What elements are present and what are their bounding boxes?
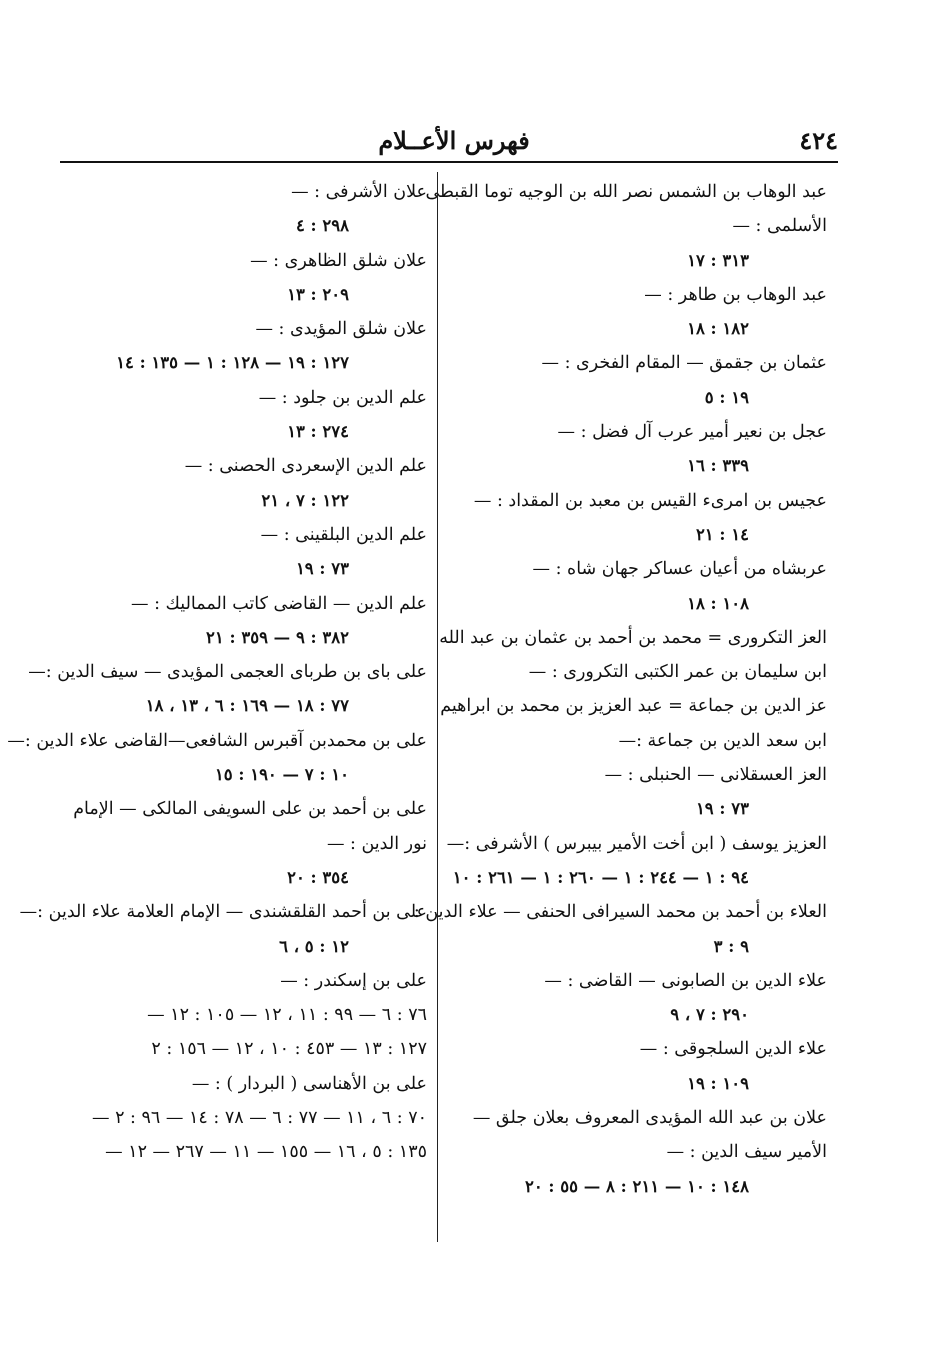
index-entry-name: عبد الوهاب بن طاهر : — [644, 284, 827, 305]
index-entry-references: ١٨٢ : ١٨ [687, 319, 749, 339]
index-entry-name: علان شلق الظاهرى : — [250, 250, 427, 271]
index-entry-references: ٢٠٩ : ١٣ [287, 284, 349, 304]
index-column-left [7, 175, 427, 1170]
index-entry-name: علم الدين — القاضى كاتب المماليك : — [131, 593, 427, 614]
index-entry-name: علم الدين بن جلود : — [258, 387, 427, 408]
index-entry-name: عبد الوهاب بن الشمس نصر الله بن الوجيه توما القبطى [425, 182, 827, 202]
index-entry-references: ٧٣ : ١٩ [695, 799, 749, 819]
index-entry-references: ٢٧٤ : ١٣ [287, 422, 349, 442]
index-entry-references: ١٢٧ : ١٩ — ١٢٨ : ١ — ١٣٥ : ١٤ [116, 353, 349, 373]
index-entry-name: علاء الدين بن الصابونى — القاضى : — [544, 970, 827, 991]
index-entry-name: علم الدين البلقينى : — [260, 524, 427, 545]
page-number: ٤٢٤ [799, 126, 838, 155]
index-entry-name: عز الدين بن جماعة = عبد العزيز بن محمد بن ابراهيم [440, 696, 827, 717]
index-entry-name: عجيس بن امرىء القيس بن معبد بن المقداد : — [473, 490, 827, 511]
index-entry-references: ١٩ : ٥ [704, 387, 749, 407]
index-entry-name: عجل بن نعير أمير عرب آل فضل : — [557, 422, 827, 443]
index-entry-references: ٣٨٢ : ٩ — ٣٥٩ : ٢١ [206, 627, 349, 647]
index-entry-name: على بن إسكندر : — [280, 970, 427, 991]
index-entry-references: ١٠٩ : ١٩ [687, 1073, 749, 1093]
index-entry-name: علم الدين الإسعردى الحصنى : — [184, 456, 427, 477]
index-entry-references: ١٢٧ : ١٣ — ٤٥٣ : ١٠ ، ١٢ — ١٥٦ : ٢ [151, 1039, 427, 1060]
index-entry-references: ٧٠ : ٦ ، ١١ — ٧٧ : ٦ — ٧٨ : ١٤ — ٩٦ : ٢ — [92, 1108, 427, 1129]
index-entry-references: ٣٥٤ : ٢٠ [287, 867, 349, 887]
index-entry-references: ٣٣٩ : ١٦ [687, 456, 749, 476]
index-entry-name: العز العسقلانى — الحنبلى : — [604, 765, 827, 786]
index-entry-name: الأمير سيف الدين : — [666, 1142, 827, 1163]
index-entry-references: ١٣٥ : ٥ ، ١٦ — ١٥٥ — ١١ — ٢٦٧ — ١٢ — [105, 1142, 427, 1163]
index-entry-name: علان بن عبد الله المؤيدى المعروف بعلان جلق — [472, 1108, 827, 1129]
index-entry-references: ١٤ : ٢١ [695, 524, 749, 544]
index-entry-references: ٢٩٨ : ٤ [295, 216, 349, 236]
index-entry-references: ٩٤ : ١ — ٢٤٤ : ١ — ٢٦٠ : ١ — ٢٦١ : ١٠ [452, 867, 749, 887]
index-entry-name: على بن محمدبن آقبرس الشافعى—القاضى علاء الدين :— [7, 730, 427, 751]
index-entry-name: علان شلق المؤيدى : — [255, 319, 427, 340]
index-column-right [413, 175, 827, 1204]
index-entry-name: العلاء بن أحمد بن محمد السيرافى الحنفى — علاء الدين : [413, 902, 827, 923]
index-entry-name: نور الدين : — [326, 833, 427, 854]
index-entry-name: العز التكرورى = محمد بن أحمد بن عثمان بن عبد الله [439, 627, 827, 648]
index-entry-references: ٩ : ٣ [713, 936, 749, 956]
index-entry-name: ابن سعد الدين بن جماعة :— [618, 730, 827, 751]
page-title: فهرس الأعــلام [378, 126, 530, 155]
index-entry-references: ١٢ : ٥ ، ٦ [279, 936, 349, 956]
index-entry-name: على بن أحمد بن على السويفى المالكى — الإمام [73, 799, 427, 820]
index-entry-references: ١٠٨ : ١٨ [687, 593, 749, 613]
index-entry-name: عربشاه من أعيان عساكر جهان شاه : — [532, 559, 827, 580]
index-entry-name: على باى بن طرباى العجمى المؤيدى — سيف الدين :— [28, 662, 427, 683]
column-divider [437, 172, 438, 1242]
index-entry-references: ٧٧ : ١٨ — ١٦٩ : ٦ ، ١٣ ، ١٨ [145, 696, 349, 716]
header-rule [60, 161, 838, 163]
index-entry-references: ٢٩٠ : ٧ ، ٩ [670, 1005, 749, 1025]
page-header [60, 120, 838, 162]
index-entry-name: علان الأشرفى : — [291, 182, 427, 202]
index-entry-name: العزيز يوسف ( ابن أخت الأمير بيبرس ) الأشرفى :— [446, 833, 827, 854]
index-entry-name: عثمان بن جقمق — المقام الفخرى : — [541, 353, 827, 374]
index-entry-name: الأسلمى : — [732, 216, 827, 237]
index-entry-references: ١٤٨ : ١٠ — ٢١١ : ٨ — ٥٥ : ٢٠ [524, 1176, 749, 1196]
index-entry-references: ٧٦ : ٦ — ٩٩ : ١١ ، ١٢ — ١٠٥ : ١٢ — [147, 1005, 427, 1026]
index-entry-name: على بن أحمد القلقشندى — الإمام العلامة علاء الدين :— [19, 902, 427, 923]
index-entry-references: ٧٣ : ١٩ [295, 559, 349, 579]
index-entry-name: ابن سليمان بن عمر الكتبى التكرورى : — [528, 662, 827, 683]
index-entry-name: علاء الدين السلجوقى : — [639, 1039, 827, 1060]
index-entry-name: على بن الأهناسى ( البردار ) : — [191, 1073, 427, 1094]
index-entry-references: ١٢٢ : ٧ ، ٢١ [261, 490, 349, 510]
index-entry-references: ١٠ : ٧ — ١٩٠ : ١٥ [214, 765, 349, 785]
index-entry-references: ٣١٣ : ١٧ [687, 250, 749, 270]
